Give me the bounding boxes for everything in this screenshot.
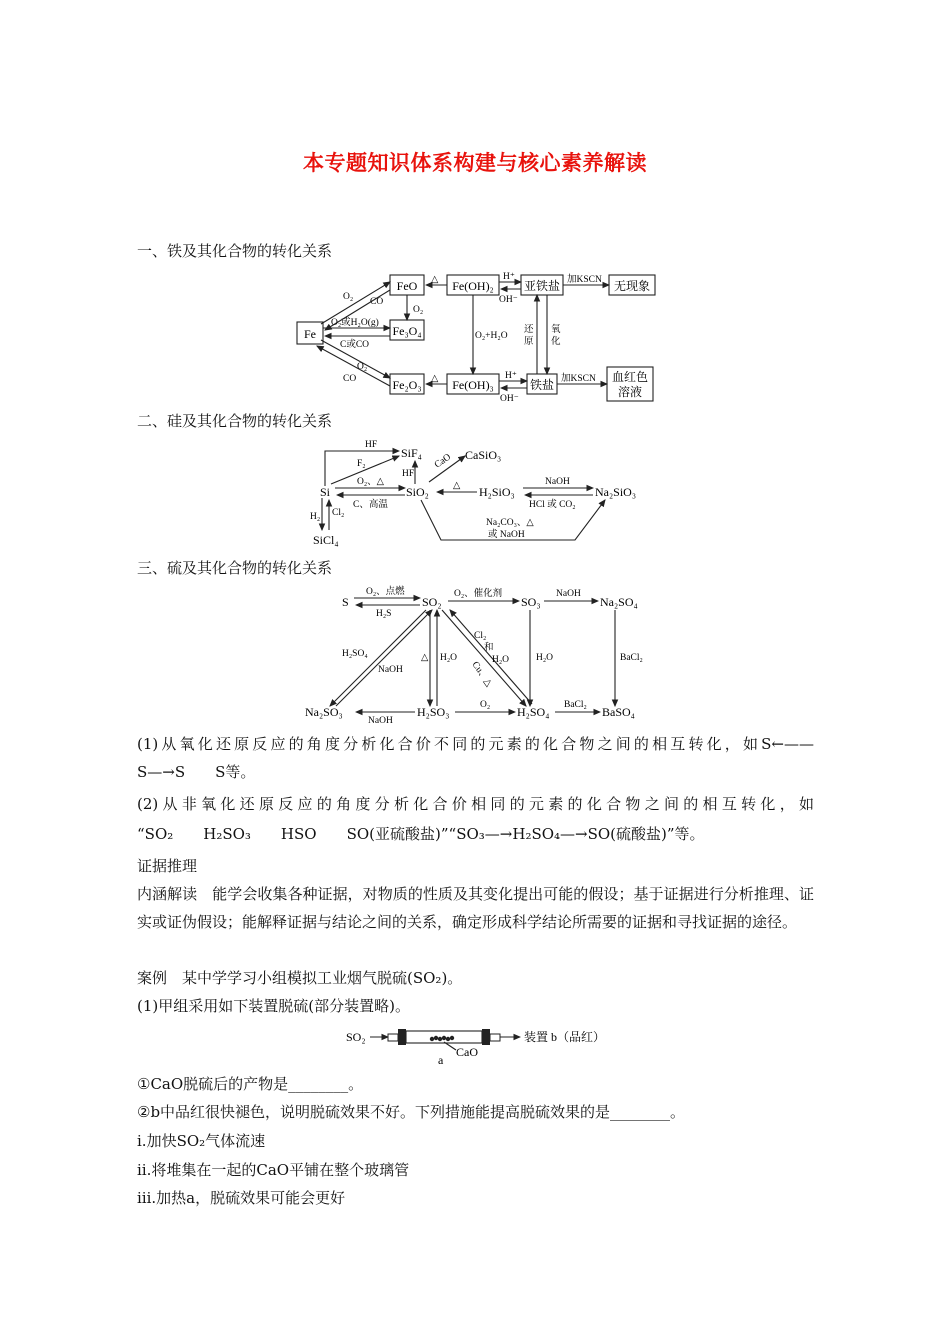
svg-text:Cl₂: Cl₂ <box>474 631 487 641</box>
apparatus-a-label: a <box>438 1053 444 1066</box>
fe2o3-box: Fe₂O₃ <box>392 378 422 392</box>
h2so3-label: H₂SO₃ <box>417 705 450 719</box>
casio3-label: CaSiO₃ <box>465 448 502 462</box>
s-label: S <box>342 595 349 609</box>
blood-red-line2: 溶液 <box>617 385 643 399</box>
fe3o4-box: Fe₃O₄ <box>392 324 422 338</box>
ferric-salt-box: 铁盐 <box>529 378 555 392</box>
svg-text:NaOH: NaOH <box>368 716 393 726</box>
svg-text:△: △ <box>431 374 439 384</box>
svg-text:Na₂CO₃、△: Na₂CO₃、△ <box>486 518 534 528</box>
connotation-paragraph: 内涵解读 能学会收集各种证据，对物质的性质及其变化提出可能的假设；基于证据进行分析推理、证实或证伪假设；能解释证据与结论之间的关系，确定形成科学结论所需要的证据和寻找证据的途径。 <box>137 885 814 931</box>
svg-text:H⁺: H⁺ <box>505 371 517 381</box>
section-silicon-heading: 二、硅及其化合物的转化关系 <box>137 412 333 430</box>
na2so4-label: Na₂SO₄ <box>600 595 638 609</box>
so2-label: SO₂ <box>422 595 442 609</box>
svg-text:CO: CO <box>343 374 357 384</box>
svg-text:Cu、△: Cu、△ <box>469 659 494 689</box>
svg-text:OH⁻: OH⁻ <box>500 394 519 404</box>
desulfurization-apparatus-diagram <box>340 1022 620 1066</box>
svg-text:O₂: O₂ <box>480 700 491 710</box>
svg-text:Cl₂: Cl₂ <box>332 508 345 518</box>
svg-text:H₂O: H₂O <box>492 655 510 665</box>
question-1: (1)甲组采用如下装置脱硫(部分装置略)。 <box>137 997 410 1015</box>
no-change-box: 无现象 <box>613 279 651 293</box>
section-iron-heading: 一、铁及其化合物的转化关系 <box>137 242 333 260</box>
so3-label: SO₃ <box>521 595 541 609</box>
question-1-part-2: ②b中品红很快褪色，说明脱硫效果不好。下列措施能提高脱硫效果的是________。 <box>137 1103 686 1121</box>
svg-text:O₂、△: O₂、△ <box>357 477 384 487</box>
svg-text:O₂: O₂ <box>413 305 424 315</box>
option-ii: ⅱ.将堆集在一起的CaO平铺在整个玻璃管 <box>137 1161 410 1179</box>
sulfur-conversion-diagram <box>300 582 650 728</box>
h2so4-label: H₂SO₄ <box>517 705 550 719</box>
svg-text:O₂: O₂ <box>343 292 354 302</box>
para-1-line-1: (1)从氧化还原反应的角度分析化合价不同的元素的化合物之间的相互转化，如S←—— <box>137 735 814 753</box>
svg-text:△: △ <box>453 481 461 491</box>
para-2-line-2: “SO₂ H₂SO₃ HSO SO(亚硫酸盐)”“SO₃—→H₂SO₄—→SO(硫酸盐)”等。 <box>137 825 705 843</box>
feo-box: FeO <box>396 279 418 293</box>
svg-text:加KSCN: 加KSCN <box>567 275 602 285</box>
svg-text:原: 原 <box>524 337 534 347</box>
svg-text:HCl 或 CO₂: HCl 或 CO₂ <box>529 500 576 510</box>
svg-text:还: 还 <box>524 325 534 335</box>
option-iii: ⅲ.加热a，脱硫效果可能会更好 <box>137 1189 346 1207</box>
svg-text:HF: HF <box>402 469 415 479</box>
svg-text:O₂、点燃: O₂、点燃 <box>366 587 405 597</box>
svg-text:H₂O: H₂O <box>440 653 458 663</box>
svg-text:△: △ <box>431 275 439 285</box>
svg-text:BaCl₂: BaCl₂ <box>620 653 643 663</box>
iron-conversion-diagram <box>295 270 665 405</box>
svg-text:C或CO: C或CO <box>340 340 370 350</box>
apparatus-so2-label: SO₂ <box>346 1030 366 1044</box>
page-title: 本专题知识体系构建与核心素养解读 <box>303 151 647 175</box>
sicl4-label: SiCl₄ <box>313 533 339 547</box>
svg-text:HF: HF <box>365 440 378 450</box>
h2sio3-label: H₂SiO₃ <box>479 485 515 499</box>
section-sulfur-heading: 三、硫及其化合物的转化关系 <box>137 559 333 577</box>
svg-text:NaOH: NaOH <box>545 477 570 487</box>
svg-text:NaOH: NaOH <box>556 589 581 599</box>
svg-text:H₂SO₄: H₂SO₄ <box>342 649 368 659</box>
apparatus-cao-label: CaO <box>456 1045 478 1059</box>
ferrous-salt-box: 亚铁盐 <box>523 279 561 293</box>
sif4-label: SiF₄ <box>401 446 422 460</box>
svg-text:O₂: O₂ <box>357 362 368 372</box>
svg-text:NaOH: NaOH <box>378 665 403 675</box>
svg-text:H₂: H₂ <box>310 512 321 522</box>
na2sio3-label: Na₂SiO₃ <box>595 485 637 499</box>
case-line: 案例 某中学学习小组模拟工业烟气脱硫(SO₂)。 <box>137 969 463 987</box>
svg-text:OH⁻: OH⁻ <box>499 295 518 305</box>
sio2-label: SiO₂ <box>406 485 429 499</box>
question-1-part-1: ①CaO脱硫后的产物是________。 <box>137 1075 364 1093</box>
svg-text:CaO: CaO <box>432 452 453 471</box>
option-i: ⅰ.加快SO₂气体流速 <box>137 1132 266 1150</box>
svg-text:H⁺: H⁺ <box>503 272 515 282</box>
svg-text:H₂O: H₂O <box>536 653 554 663</box>
evidence-heading: 证据推理 <box>137 857 198 875</box>
svg-text:O₂或H₂O(g): O₂或H₂O(g) <box>331 318 379 328</box>
para-1-line-2: S—→S S等。 <box>137 763 256 781</box>
blood-red-line1: 血红色 <box>611 370 649 384</box>
svg-text:C、高温: C、高温 <box>353 500 388 510</box>
svg-text:BaCl₂: BaCl₂ <box>564 700 587 710</box>
na2so3-label: Na₂SO₃ <box>305 705 343 719</box>
fe-box: Fe <box>304 327 316 341</box>
baso4-label: BaSO₄ <box>602 705 635 719</box>
svg-text:F₂: F₂ <box>357 459 366 469</box>
svg-text:和: 和 <box>484 643 494 653</box>
svg-text:化: 化 <box>551 337 561 347</box>
svg-text:O₂+H₂O: O₂+H₂O <box>475 331 508 341</box>
svg-text:O₂、催化剂: O₂、催化剂 <box>454 589 503 599</box>
silicon-conversion-diagram <box>305 436 650 548</box>
si-label: Si <box>320 485 331 499</box>
svg-text:或 NaOH: 或 NaOH <box>488 530 525 540</box>
para-2-line-1: (2)从非氧化还原反应的角度分析化合价相同的元素的化合物之间的相互转化，如 <box>137 795 814 813</box>
svg-text:加KSCN: 加KSCN <box>561 374 596 384</box>
svg-text:CO: CO <box>370 297 384 307</box>
svg-text:H₂S: H₂S <box>376 609 392 619</box>
feoh2-box: Fe(OH)₂ <box>452 279 494 293</box>
svg-text:氧: 氧 <box>551 325 561 335</box>
feoh3-box: Fe(OH)₃ <box>452 378 494 392</box>
apparatus-device-b-label: 装置 b（品红） <box>524 1030 606 1044</box>
svg-text:△: △ <box>421 653 429 663</box>
